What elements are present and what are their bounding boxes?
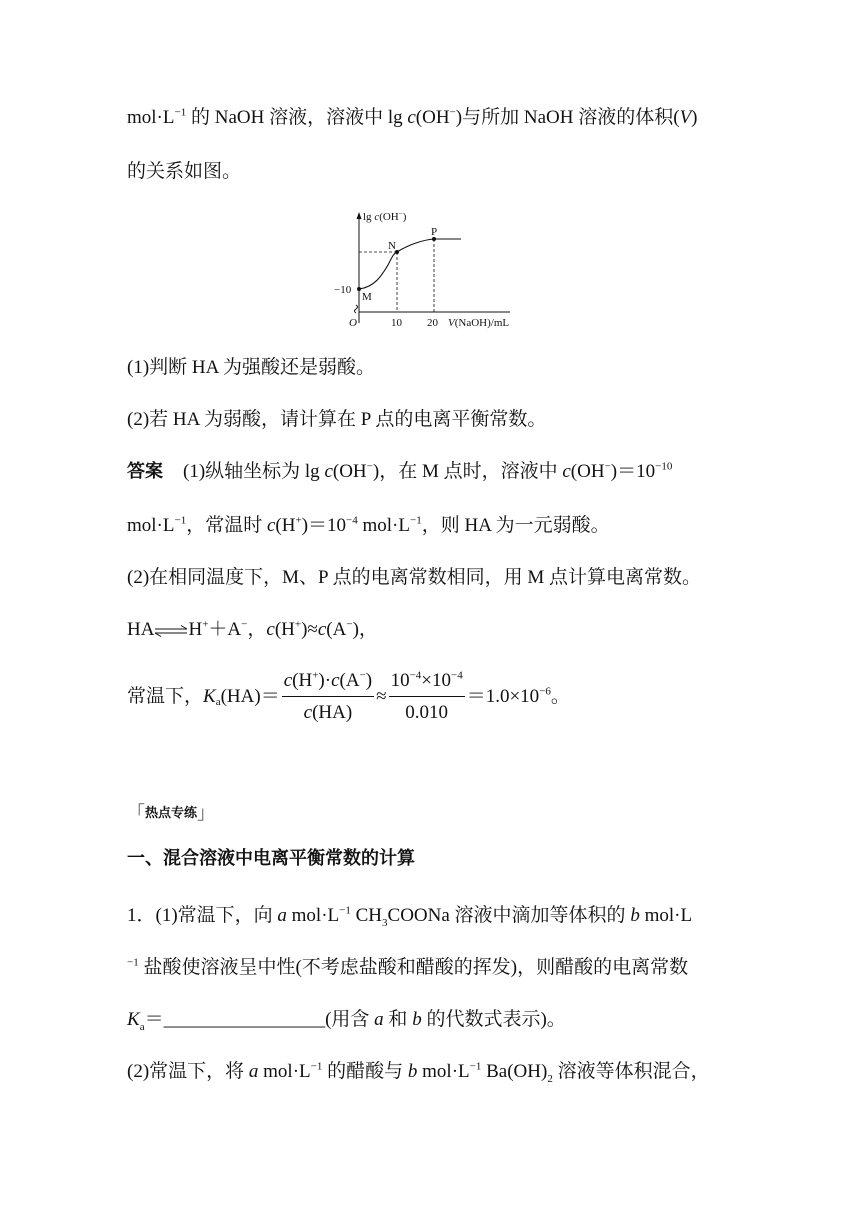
answer-line-5	[127, 670, 570, 725]
superscript: +	[295, 514, 302, 527]
answer-line-4	[127, 620, 378, 639]
italic-c: c	[407, 107, 416, 128]
problem-1-line-b: $^{-1}$ 盐酸使溶液呈中性(不考虑盐酸和醋酸的挥发)，则醋酸的电离常数	[127, 956, 689, 978]
superscript: −1	[174, 106, 187, 119]
ka-symbol: K	[203, 685, 216, 707]
fraction-numerator: c(H+)·c(A−)	[282, 670, 374, 697]
text-seg: (OH	[415, 107, 450, 128]
x-tick-label: 20	[427, 317, 438, 329]
text-seg: (1)纵轴坐标为 lg	[183, 461, 325, 482]
text-seg: )	[691, 107, 698, 128]
answer-blank[interactable]: _________________	[163, 1009, 326, 1030]
superscript: −	[366, 460, 373, 473]
text-seg: ≈	[376, 685, 387, 707]
fraction-numerator: $10^{-4}\times 10^{-4}$	[389, 670, 465, 697]
text-seg: (OH	[332, 461, 367, 482]
text-seg: )＝10	[610, 461, 656, 482]
text-seg: HA	[127, 619, 155, 640]
answer-line-2	[127, 516, 610, 535]
point-label-n: N	[388, 240, 396, 252]
series-line	[359, 239, 461, 289]
y-axis-arrow	[357, 212, 362, 219]
italic-c: c	[266, 619, 275, 640]
answer-label: 答案	[127, 461, 163, 482]
titration-chart	[330, 205, 540, 335]
tag-bracket-right: 」	[197, 803, 216, 824]
problem-2-line: (2)常温下，将 a $mol\cdot L^{-1}$ 的醋酸与 b $mol\cdot L^{-1}$ $Ba(OH)_2$ 溶液等体积混合，	[127, 1060, 710, 1085]
text-seg: )与所加 NaOH 溶液的体积(	[455, 107, 680, 128]
axis-break	[355, 305, 358, 313]
origin-label: O	[349, 317, 357, 329]
text-seg: ＋A	[208, 619, 242, 640]
superscript: −	[449, 106, 456, 119]
italic-c: c	[562, 461, 571, 482]
text-seg: 常温下，	[127, 685, 204, 707]
superscript: −	[346, 618, 353, 631]
text-seg: ，则 HA 为一元弱酸。	[421, 515, 610, 536]
text-seg: 的 NaOH 溶液，溶液中 lg	[186, 107, 408, 128]
problem-1-line-c: $K_a=\_\_\_\_\_\_\_\_\_\_\_\_\_\_\_\_\_$(用含 a 和 b 的代数式表示)。	[127, 1009, 566, 1033]
superscript: −10	[655, 460, 673, 473]
y-axis-label: lg c(OH−)	[363, 210, 407, 223]
answer-line-3: (2)在相同温度下，M、P 点的电离常数相同，用 M 点计算电离常数。	[127, 567, 702, 588]
superscript: −	[604, 460, 611, 473]
text-seg: )，在 M 点时，溶液中	[372, 461, 563, 482]
y-tick-label: −10	[334, 284, 352, 296]
italic-v: V	[679, 107, 692, 128]
problem-1-line-a: 1．(1)常温下，向 a $mol\cdot L^{-1}$ $CH_3COONa$ 溶液中滴加等体积的 b mol·L	[127, 904, 693, 929]
text-line-1	[127, 108, 698, 127]
text-seg: H	[188, 619, 203, 640]
answer-line-1	[127, 462, 672, 481]
text-seg: 。	[550, 685, 570, 707]
text-seg: ，	[247, 619, 267, 640]
question-2: (2)若 HA 为弱酸，请计算在 P 点的电离平衡常数。	[127, 409, 547, 430]
superscript: +	[294, 618, 302, 631]
text-seg: mol·L	[127, 107, 175, 128]
question-1: (1)判断 HA 为强酸还是弱酸。	[127, 357, 376, 378]
tag-bracket-left: 「	[127, 803, 145, 824]
tag-text: 热点专练	[145, 806, 198, 821]
text-seg: ＝1.0×10	[466, 685, 540, 707]
x-axis-label: V(NaOH)/mL	[448, 317, 510, 329]
superscript: −4	[346, 514, 358, 527]
text-seg: mol·L	[127, 515, 175, 536]
text-seg: (H	[275, 515, 296, 536]
text-seg: (HA)＝	[220, 685, 280, 707]
x-tick-label: 10	[391, 317, 402, 329]
italic-c: c	[317, 619, 327, 640]
fraction-denominator: 0.010	[405, 701, 449, 723]
superscript: −	[241, 618, 248, 631]
text-seg: )≈	[301, 619, 318, 640]
superscript: −1	[410, 514, 422, 527]
section-heading: 一、混合溶液中电离平衡常数的计算	[127, 848, 415, 869]
superscript: +	[202, 618, 209, 631]
italic-c: c	[324, 461, 333, 482]
text-seg: mol·L	[357, 515, 410, 536]
equilibrium-arrow-icon	[154, 625, 188, 637]
text-seg: )＝10	[301, 515, 347, 536]
point-m	[357, 287, 361, 291]
fraction-denominator: c(HA)	[303, 701, 353, 723]
fraction-values	[389, 670, 465, 725]
superscript: −1	[174, 514, 187, 527]
point-label-m: M	[362, 291, 372, 303]
italic-c: c	[266, 515, 276, 536]
text-seg: )，	[352, 619, 378, 640]
fraction-ka	[282, 670, 374, 725]
text-seg: ，常温时	[186, 515, 267, 536]
text-seg: (H	[274, 619, 295, 640]
superscript: −6	[539, 685, 551, 698]
subscript: a	[215, 696, 221, 709]
section-tag	[127, 797, 215, 823]
text-seg: (A	[326, 619, 347, 640]
text-seg: (OH	[570, 461, 605, 482]
text-line-2: 的关系如图。	[127, 161, 242, 182]
point-label-p: P	[431, 226, 438, 238]
